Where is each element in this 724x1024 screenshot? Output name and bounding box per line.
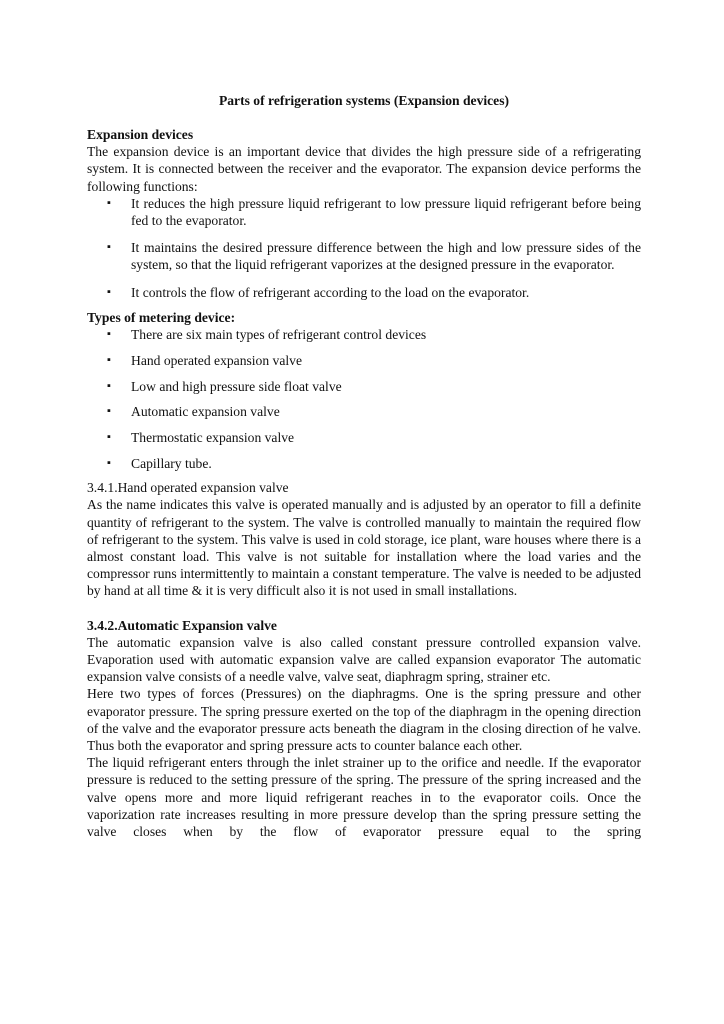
types-list	[87, 326, 641, 472]
section-heading: Types of metering device:	[87, 309, 236, 325]
list-item-text: It controls the flow of refrigerant according to the load on the evaporator.	[131, 284, 530, 300]
bullet-icon: ▪	[107, 285, 111, 298]
section-types-of-metering-device	[87, 309, 641, 472]
section-body: As the name indicates this valve is operated manually and is adjusted by an operator to fill a definite quantity of refrigerant to the system. The valve is controlled manually to maintain the required flow of refrigerant to the system. This valve is used in cold storage, ice plant, ware houses where there is a almost constant load. This valve is not suitable for installation where the load varies and the compressor runs intermittently to maintain a constant temperature. The valve is needed to be adjusted by hand at all time & it is very difficult also it is not used in small installations.	[87, 497, 641, 599]
section-intro: The expansion device is an important device that divides the high pressure side of a refrigerating system. It is connected between the receiver and the evaporator. The expansion device performs the following functions:	[87, 144, 641, 194]
list-item	[87, 239, 641, 273]
list-item-text: Automatic expansion valve	[131, 404, 280, 420]
section-heading: 3.4.1.Hand operated expansion valve	[87, 480, 289, 496]
list-item	[87, 429, 641, 446]
list-item	[87, 352, 641, 369]
list-item	[87, 326, 641, 343]
spacer	[87, 600, 641, 617]
list-item	[87, 455, 641, 472]
list-item-text: Capillary tube.	[131, 456, 212, 472]
section-paragraph: The automatic expansion valve is also called constant pressure controlled expansion valve. Evaporation used with automatic expansion valve are called expansion evaporator The automatic expansion valve consists of a needle valve, valve seat, diaphragm spring, strainer etc.	[87, 634, 641, 685]
bullet-icon: ▪	[107, 431, 111, 444]
bullet-icon: ▪	[107, 405, 111, 418]
list-item-text: Thermostatic expansion valve	[131, 430, 295, 446]
section-paragraph: Here two types of forces (Pressures) on the diaphragms. One is the spring pressure and other evaporator pressure. The spring pressure exerted on the top of the diaphragm in the opening direction of the valve and the evaporator pressure acts beneath the diagram in the closing direction of he valve. Thus both the evaporator and spring pressure acts to counter balance each other.	[87, 686, 641, 754]
section-heading: 3.4.2.Automatic Expansion valve	[87, 617, 277, 633]
section-expansion-devices	[87, 126, 641, 301]
list-item-text: It reduces the high pressure liquid refrigerant to low pressure liquid refrigerant before being fed to the evaporator.	[131, 195, 641, 229]
section-automatic-expansion-valve	[87, 617, 641, 841]
list-item	[87, 403, 641, 420]
page-content	[87, 92, 641, 840]
bullet-icon: ▪	[107, 379, 111, 392]
list-item	[87, 378, 641, 395]
page-title: Parts of refrigeration systems (Expansion devices)	[218, 93, 510, 108]
list-item-text: It maintains the desired pressure difference between the high and low pressure sides of the system, so that the liquid refrigerant vaporizes at the designed pressure in the evaporator.	[131, 240, 641, 273]
bullet-icon: ▪	[107, 457, 111, 470]
bullet-icon: ▪	[107, 241, 111, 254]
list-item-text: Low and high pressure side float valve	[131, 378, 342, 394]
section-heading: Expansion devices	[87, 127, 194, 142]
bullet-icon: ▪	[107, 353, 111, 366]
list-item-text: Hand operated expansion valve	[131, 352, 302, 368]
list-item-text: There are six main types of refrigerant control devices	[131, 327, 427, 343]
list-item	[87, 195, 641, 229]
functions-list	[87, 195, 641, 301]
list-item	[87, 284, 641, 301]
section-hand-operated-valve	[87, 479, 641, 599]
section-paragraph: The liquid refrigerant enters through the inlet strainer up to the orifice and needle. If the evaporator pressure is reduced to the setting pressure of the spring. The pressure of the spring increased and the valve opens more and more liquid refrigerant reaches in to the evaporator coils. Once the vaporization rate increases resulting in more pressure develop than the spring pressure setting the valve closes when by the flow of evaporator pressure equal to the spring	[87, 755, 641, 840]
bullet-icon: ▪	[107, 328, 111, 341]
bullet-icon: ▪	[107, 196, 111, 209]
